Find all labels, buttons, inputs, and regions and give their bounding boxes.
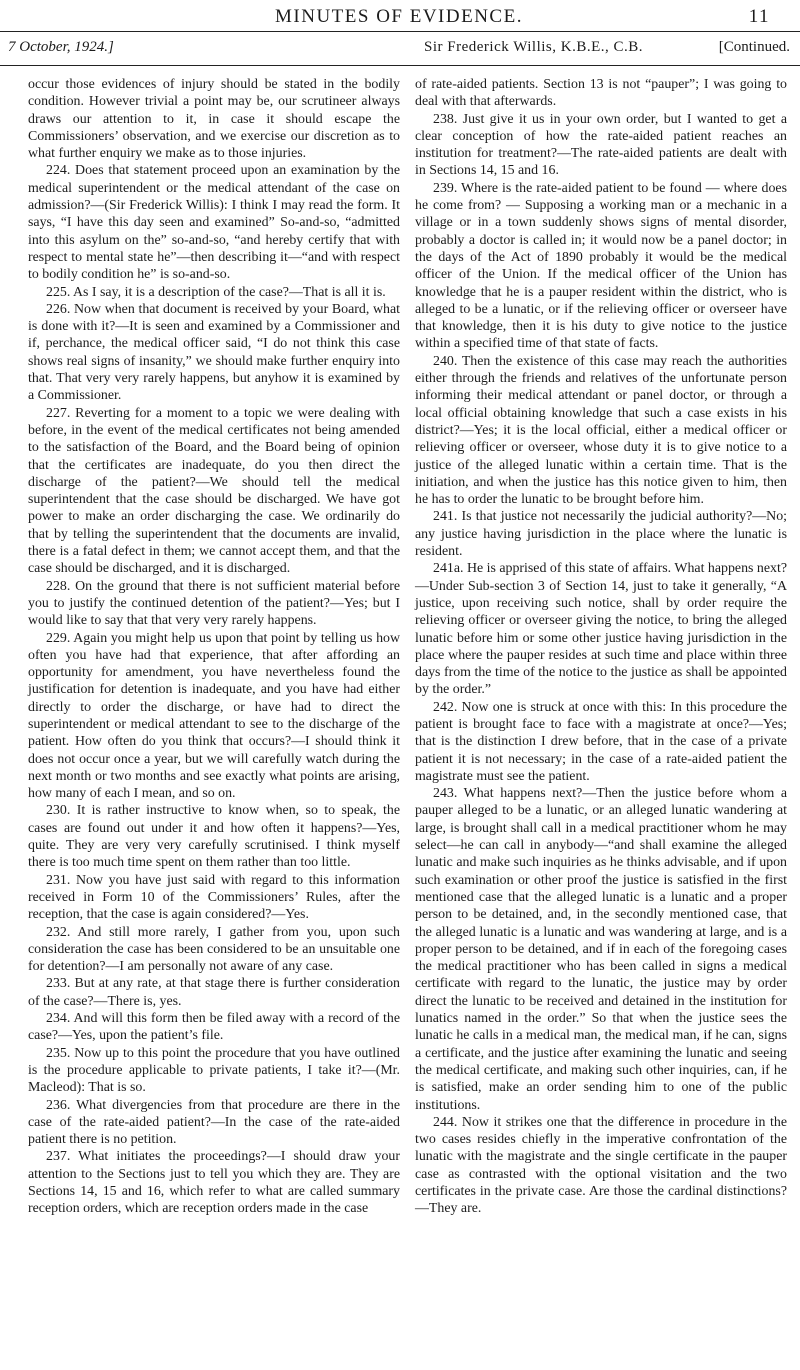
paragraph: 230. It is rather instructive to know when, so to speak, the cases are found out under it and how often it happens?—Yes, quite. They are very very carefully scrutinised. I think myself there is too much time spent on them rather than too little. [28, 803, 400, 871]
witness-name: Sir Frederick Willis, K.B.E., C.B. [424, 39, 644, 55]
paragraph: 234. And will this form then be filed away with a record of the case?—Yes, upon the patient’s file. [28, 1011, 400, 1044]
page-title: MINUTES OF EVIDENCE. [275, 6, 523, 27]
paragraph: 225. As I say, it is a description of the case?—That is all it is. [46, 284, 386, 300]
paragraph: 236. What divergencies from that procedure are there in the case of the rate-aided patient?—In the case of the rate-aided patient there is no petition. [28, 1097, 400, 1148]
paragraph: 235. Now up to this point the procedure that you have outlined is the procedure applicable to private patients, I take it?—(Mr. Macleod): That is so. [28, 1045, 400, 1096]
paragraph: 238. Just give it us in your own order, but I wanted to get a clear conception of how the rate-aided patient reaches an institution for treatment?—The rate-aided patients are dealt with in Sections 14, 15 and 16. [415, 111, 787, 179]
paragraph: 237. What initiates the proceedings?—I should draw your attention to the Sections just to tell you which they are. They are Sections 14, 15 and 16, which refer to what are called summary reception orders, which are reception orders made in the case [28, 1149, 400, 1217]
paragraph: 242. Now one is struck at once with this: In this procedure the patient is brought face to face with a magistrate at once?—Yes; that is the distinction I drew before, that in the case of a private patient it is not necessary; in the case of a rate-aided patient the magistrate must see the patient. [415, 699, 787, 784]
paragraph: 244. Now it strikes one that the difference in procedure in the two cases resides chiefly in the imperative confrontation of the lunatic with the magistrate and the single certificate in the pauper case as contrasted with the optional visitation and the two certificates in the private case. Are those the cardinal distinctions?—They are. [415, 1114, 787, 1217]
paragraph: 226. Now when that document is received by your Board, what is done with it?—It is seen and examined by a Commissioner and if, perchance, the medical officer said, “I do not think this case shows real signs of insanity,” we should make further enquiry into that. That very very rarely happens, but anyhow it is examined by a Commissioner. [28, 301, 400, 404]
continued-label: [Continued. [718, 39, 790, 55]
paragraph: occur those evidences of injury should be stated in the bodily condition. However trivial a point may be, our scrutineer always draws our attention to it, in case it should escape the Commissioners’ observation, and we exercise our discretion as to what further enquiry we make as to those injuries. [28, 77, 400, 162]
left-column [28, 76, 400, 1218]
paragraph: 240. Then the existence of this case may reach the authorities either through the friends and relatives of the unfortunate person informing their medical attendant or panel doctor, or through a local official obtaining knowledge that such a case exists in his district?—Yes; it is the local official, either a medical officer or relieving officer or overseer, whose duty it is to give notice to a justice of the alleged lunatic within a certain time. That is the initiation, and when the justice has this notice given to him, then he has to order the lunatic to be brought before him. [415, 353, 787, 508]
running-head [40, 4, 770, 34]
paragraph: 233. But at any rate, at that stage there is further consideration of the case?—There is, yes. [28, 976, 400, 1009]
paragraph: 228. On the ground that there is not sufficient material before you to justify the continued detention of the patient?—Yes; but I would like to say that that very very rarely happens. [28, 578, 400, 629]
paragraph: 224. Does that statement proceed upon an examination by the medical superintendent or the medical attendant of the case on admission?—(Sir Frederick Willis): I think I may read the form. It says, “I have this day seen and examined” So-and-so, “admitted into this asylum on the” so-and-so, “and hereby certify that with respect to mental state he”—then describing it—“and with respect to bodily condition he” is so-and-so. [28, 163, 400, 283]
header-rule-bottom [0, 65, 800, 66]
paragraph: 241a. He is apprised of this state of affairs. What happens next?—Under Sub-section 3 of Section 14, just to take it generally, “A justice, upon receiving such notice, shall by order require the relieving officer or overseer giving the notice, to bring the alleged lunatic before him or some other justice having jurisdiction in the place where the pauper resides at such time and place within three days from the time of the notice to the justice as shall be appointed by the order.” [415, 561, 787, 698]
paragraph: 231. Now you have just said with regard to this information received in Form 10 of the Commissioners’ Rules, after the reception, that the case is again considered?—Yes. [28, 872, 400, 923]
sub-header [8, 36, 790, 62]
paragraph: 227. Reverting for a moment to a topic we were dealing with before, in the event of the medical certificates not being amended to the satisfaction of the Board, and the Board being of opinion that the certificates are inadequate, do you then direct the discharge of the patient?—We should tell the medical superintendent that the case should be discharged. We have got power to make an order discharging the case. We ordinarily do that by telling the superintendent that the documents are invalid, there is a fatal defect in them; we cannot accept them, and that the case should be discharged, and it is discharged. [28, 405, 400, 577]
header-rule-top [0, 31, 800, 32]
paragraph: 241. Is that justice not necessarily the judicial authority?—No; any justice having jurisdiction in the place where the lunatic is resident. [415, 509, 787, 560]
paragraph: 239. Where is the rate-aided patient to be found — where does he come from? — Supposing a working man or a mechanic in a village or in a town suddenly shows signs of mental disorder, probably a doctor is called in; it would now be a panel doctor; in the days of the Act of 1890 probably it would be the medical officer of the Union. If the medical officer of the Union has knowledge that he is a pauper resident within the district, who is alleged to be a lunatic, or if the relieving officer or overseer have that knowledge, then it is his duty to give notice to the justice within a specified time of that state of facts. [415, 180, 787, 352]
session-date: 7 October, 1924.] [8, 39, 114, 55]
paragraph: of rate-aided patients. Section 13 is not “pauper”; I was going to deal with that afterwards. [415, 77, 787, 110]
paragraph: 229. Again you might help us upon that point by telling us how often you have had that experience, that after affording an opportunity for amendment, you have nevertheless found the justification for detention is inadequate, and you have had either directly to order the discharge, or have had to direct the superintendent or medical attendant to see to the discharge of the patient. How often do you think that occurs?—I should think it does not occur once a year, but we will carefully watch during the next month or two months and see exactly what points are arising, how many of each I mean, and so on. [28, 630, 400, 802]
paragraph: 232. And still more rarely, I gather from you, upon such consideration the case has been considered to be an unsuitable one for detention?—I am personally not aware of any case. [28, 924, 400, 975]
right-column [415, 76, 787, 1218]
page-number: 11 [748, 6, 770, 27]
paragraph: 243. What happens next?—Then the justice before whom a pauper alleged to be a lunatic, or an alleged lunatic wandering at large, is brought shall call in a medical practitioner whom he may select—he can call in anybody—“and shall examine the alleged lunatic and make such inquiries as he thinks advisable, and if upon such examination or other proof the justice is satisfied in the first mentioned case that the alleged lunatic is a lunatic and a proper person to be detained, and, in the secondly mentioned case, that the alleged lunatic is a lunatic and was wandering at large, and is a proper person to be detained, and if in each of the foregoing cases the medical practitioner who has been called in signs a medical certificate with regard to the lunatic, the justice may by order direct the lunatic to be received and detained in the institution for lunatics named in the order.” So that when the justice sees the lunatic he calls in a medical man, the medical man, if he can, signs a certificate, and the justice after examining the lunatic and seeing the medical certificate, and making such other inquiries, can, if he is satisfied, make an order sending him to one of the public institutions. [415, 786, 787, 1113]
